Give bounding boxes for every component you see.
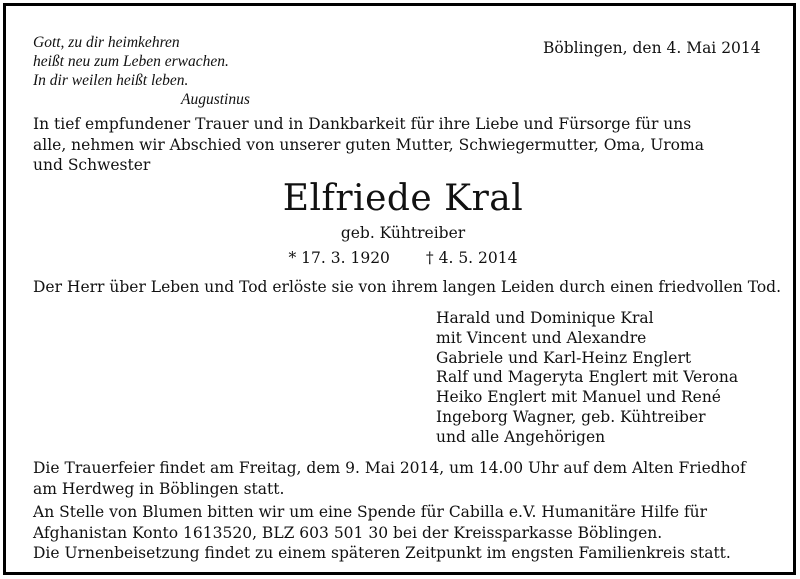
birth-date: * 17. 3. 1920	[288, 249, 390, 267]
mourner-line: Harald und Dominique Kral	[436, 309, 654, 327]
mourner-line: und alle Angehörigen	[436, 427, 606, 446]
donation-line: An Stelle von Blumen bitten wir um eine Spende für Cabilla e.V. Humanitäre Hilfe für	[33, 503, 708, 521]
motto-line: heißt neu zum Leben erwachen.	[33, 53, 229, 70]
mourners-list	[436, 309, 738, 448]
intro-line: In tief empfundener Trauer und in Dankbarkeit für ihre Liebe und Fürsorge für uns	[33, 115, 692, 133]
birth-name: geb. Kühtreiber	[340, 224, 466, 242]
intro-line: alle, nehmen wir Abschied von unserer guten Mutter, Schwiegermutter, Oma, Uroma	[33, 135, 704, 154]
motto-author: Augustinus	[181, 91, 250, 108]
service-line: Die Trauerfeier findet am Freitag, dem 9. Mai 2014, um 14.00 Uhr auf dem Alten Friedhof	[33, 459, 746, 477]
donation-line: Afghanistan Konto 1613520, BLZ 603 501 30 bei der Kreissparkasse Böblingen.	[33, 523, 663, 542]
mourner-line: Ralf und Mageryta Englert mit Verona	[436, 368, 739, 387]
donation-notice	[33, 502, 731, 564]
passing-text: Der Herr über Leben und Tod erlöste sie von ihrem langen Leiden durch einen friedvollen Tod.	[33, 278, 782, 296]
obituary-frame	[3, 3, 796, 575]
life-dates	[6, 249, 800, 267]
motto-line: In dir weilen heißt leben.	[33, 72, 189, 89]
place-date: Böblingen, den 4. Mai 2014	[543, 39, 761, 57]
mourner-line: Gabriele und Karl-Heinz Englert	[436, 348, 692, 367]
deceased-name: Elfriede Kral	[282, 178, 524, 219]
service-line: am Herdweg in Böblingen statt.	[33, 479, 285, 498]
burial-line: Die Urnenbeisetzung findet zu einem späteren Zeitpunkt im engsten Familienkreis statt.	[33, 544, 731, 562]
motto-quote	[33, 33, 250, 109]
motto-line: Gott, zu dir heimkehren	[33, 34, 180, 51]
intro-line: und Schwester	[33, 156, 151, 174]
service-notice	[33, 458, 746, 499]
death-date: † 4. 5. 2014	[425, 249, 518, 267]
mourner-line: Heiko Englert mit Manuel und René	[436, 388, 721, 407]
mourner-line: Ingeborg Wagner, geb. Kühtreiber	[436, 407, 706, 426]
intro-text	[33, 114, 773, 176]
mourner-line: mit Vincent und Alexandre	[436, 328, 647, 347]
